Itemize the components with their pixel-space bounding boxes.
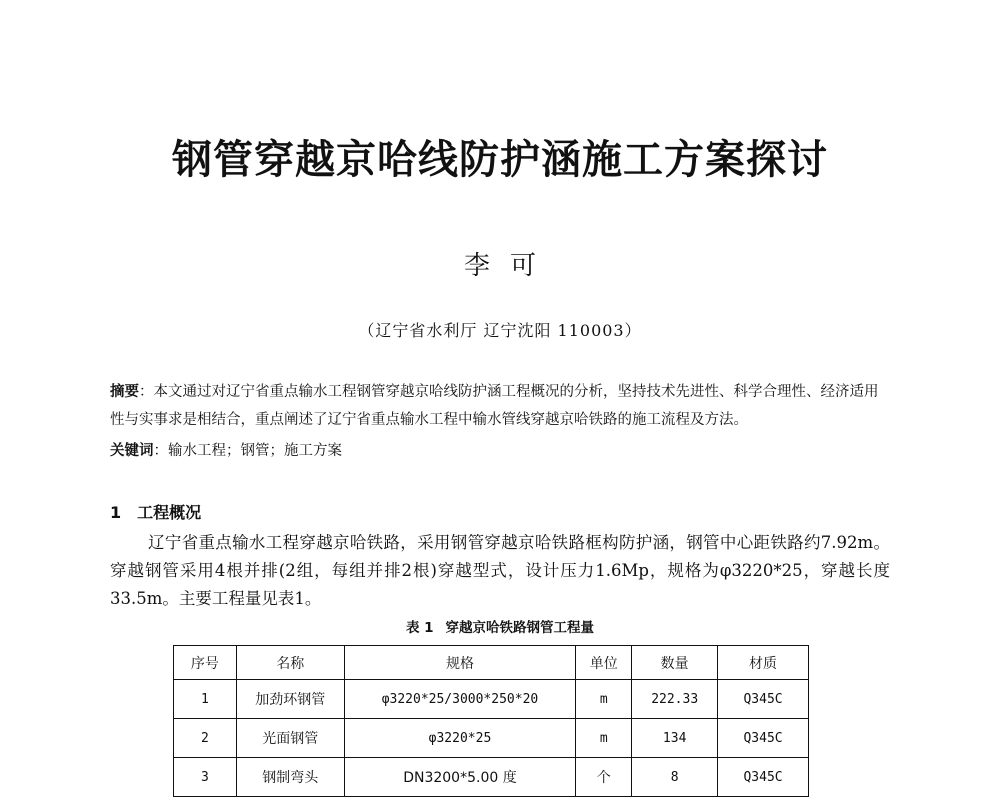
paper-title: 钢管穿越京哈线防护涵施工方案探讨 xyxy=(172,137,828,183)
quantity-table xyxy=(173,645,809,797)
table-cell: DN3200*5.00 度 xyxy=(344,758,576,797)
table-cell: Q345C xyxy=(718,719,809,758)
header-cell: 规格 xyxy=(344,646,576,680)
table-caption xyxy=(0,616,1000,636)
table-row xyxy=(174,758,809,797)
header-cell: 数量 xyxy=(632,646,718,680)
header-cell: 材质 xyxy=(718,646,809,680)
header-cell: 序号 xyxy=(174,646,237,680)
keywords-text: ：输水工程；钢管；施工方案 xyxy=(153,443,342,459)
table-row xyxy=(174,719,809,758)
section-heading xyxy=(110,500,201,523)
abstract xyxy=(110,378,890,434)
section-number: 1 xyxy=(110,503,122,522)
table-cell: 2 xyxy=(174,719,237,758)
table-cell: Q345C xyxy=(718,758,809,797)
author-affiliation: （辽宁省水利厅 辽宁沈阳 110003） xyxy=(358,321,642,340)
table-header-row xyxy=(174,646,809,680)
table-cell: φ3220*25 xyxy=(344,719,576,758)
table-cell: 134 xyxy=(632,719,718,758)
table-cell: Q345C xyxy=(718,680,809,719)
section-paragraph: 辽宁省重点输水工程穿越京哈铁路，采用钢管穿越京哈铁路框构防护涵，钢管中心距铁路约7.92m。穿越钢管采用4根并排(2组，每组并排2根)穿越型式，设计压力1.6Mp，规格为φ3220*25，穿越长度33.5m。主要工程量见表1。 xyxy=(110,533,890,608)
table-cell: 加劲环钢管 xyxy=(236,680,344,719)
header-cell: 名称 xyxy=(236,646,344,680)
abstract-text: ：本文通过对辽宁省重点输水工程钢管穿越京哈线防护涵工程概况的分析，坚持技术先进性、科学合理性、经济适用性与实事求是相结合，重点阐述了辽宁省重点输水工程中输水管线穿越京哈铁路的施工流程及方法。 xyxy=(110,384,879,428)
table-cell: 光面钢管 xyxy=(236,719,344,758)
table-cell: 8 xyxy=(632,758,718,797)
table-cell: m xyxy=(576,680,632,719)
table-caption-text: 穿越京哈铁路钢管工程量 xyxy=(445,620,595,636)
table-cell: 1 xyxy=(174,680,237,719)
table-cell: m xyxy=(576,719,632,758)
table-cell: 钢制弯头 xyxy=(236,758,344,797)
keywords-label: 关键词 xyxy=(110,443,154,459)
section-title: 工程概况 xyxy=(137,503,202,522)
header-cell: 单位 xyxy=(576,646,632,680)
abstract-label: 摘要 xyxy=(110,384,139,400)
author-name: 李可 xyxy=(463,251,556,281)
table-number: 表 1 xyxy=(405,620,434,636)
table-cell: φ3220*25/3000*250*20 xyxy=(344,680,576,719)
table-cell: 222.33 xyxy=(632,680,718,719)
table-row xyxy=(174,680,809,719)
table-cell: 个 xyxy=(576,758,632,797)
keywords xyxy=(110,440,890,462)
table-cell: 3 xyxy=(174,758,237,797)
